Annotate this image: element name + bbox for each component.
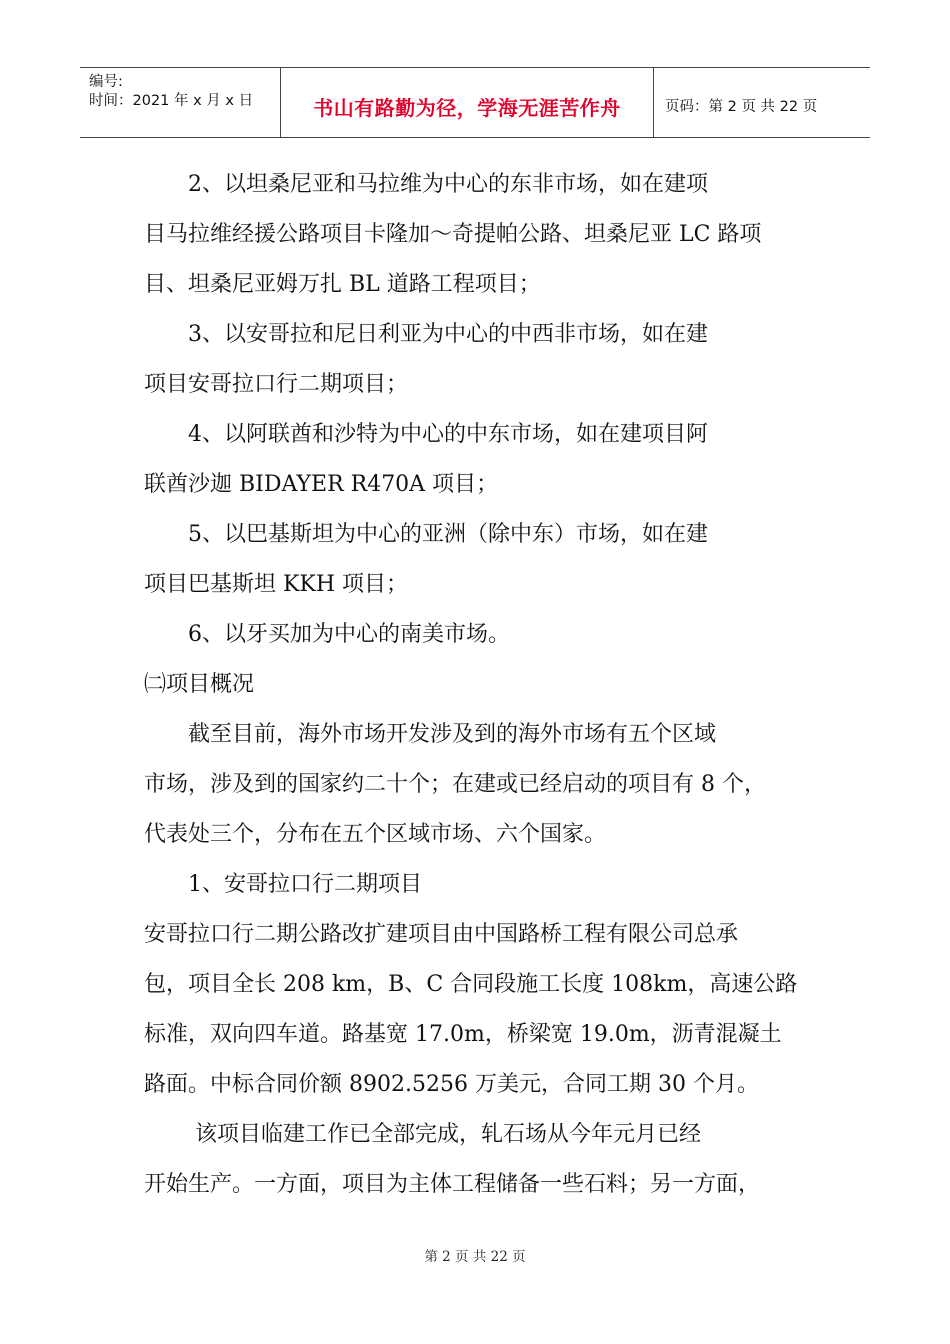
- text-line: 5、以巴基斯坦为中心的亚洲（除中东）市场，如在建: [144, 522, 708, 547]
- serial-number-label: 编号:: [89, 74, 123, 90]
- document-body: [144, 160, 814, 1210]
- text-line: 3、以安哥拉和尼日利亚为中心的中西非市场，如在建: [144, 322, 708, 347]
- page-header: [80, 67, 870, 138]
- text-line: 安哥拉口行二期公路改扩建项目由中国路桥工程有限公司总承: [144, 922, 739, 947]
- page-code: 页码：第 2 页 共 22 页: [665, 99, 818, 115]
- text-line: 联酋沙迦 BIDAYER R470A 项目；: [144, 472, 499, 497]
- section-heading: ㈡项目概况: [144, 672, 255, 697]
- text-line: 路面。中标合同价额 8902.5256 万美元，合同工期 30 个月。: [144, 1072, 759, 1097]
- header-motto-cell: [281, 68, 654, 137]
- motto-text: 书山有路勤为径，学海无涯苦作舟: [313, 96, 621, 120]
- text-line: 市场，涉及到的国家约二十个；在建或已经启动的项目有 8 个，: [144, 772, 766, 797]
- text-line: 截至目前，海外市场开发涉及到的海外市场有五个区域: [144, 722, 717, 747]
- text-line: 6、以牙买加为中心的南美市场。: [144, 622, 510, 647]
- text-line: 标准，双向四车道。路基宽 17.0m，桥梁宽 19.0m，沥青混凝土: [144, 1022, 782, 1047]
- header-info-cell: [80, 68, 281, 137]
- text-line: 目马拉维经援公路项目卡隆加～奇提帕公路、坦桑尼亚 LC 路项: [144, 222, 762, 247]
- page-footer: 第 2 页 共 22 页: [424, 1249, 526, 1265]
- text-line: 目、坦桑尼亚姆万扎 BL 道路工程项目；: [144, 272, 541, 297]
- text-line: 代表处三个，分布在五个区域市场、六个国家。: [144, 822, 607, 847]
- date-label: 时间：2021 年 x 月 x 日: [89, 93, 254, 109]
- text-line: 包，项目全长 208 km，B、C 合同段施工长度 108km，高速公路: [144, 972, 798, 997]
- header-page-cell: [654, 68, 870, 137]
- text-line: 项目巴基斯坦 KKH 项目；: [144, 572, 409, 597]
- text-line: 4、以阿联酋和沙特为中心的中东市场，如在建项目阿: [144, 422, 708, 447]
- text-line: 该项目临建工作已全部完成，轧石场从今年元月已经: [144, 1122, 701, 1147]
- text-line: 2、以坦桑尼亚和马拉维为中心的东非市场，如在建项: [144, 172, 708, 197]
- text-line: 开始生产。一方面，项目为主体工程储备一些石料；另一方面，: [144, 1172, 761, 1197]
- text-line: 项目安哥拉口行二期项目；: [144, 372, 409, 397]
- subsection-heading: 1、安哥拉口行二期项目: [144, 872, 422, 897]
